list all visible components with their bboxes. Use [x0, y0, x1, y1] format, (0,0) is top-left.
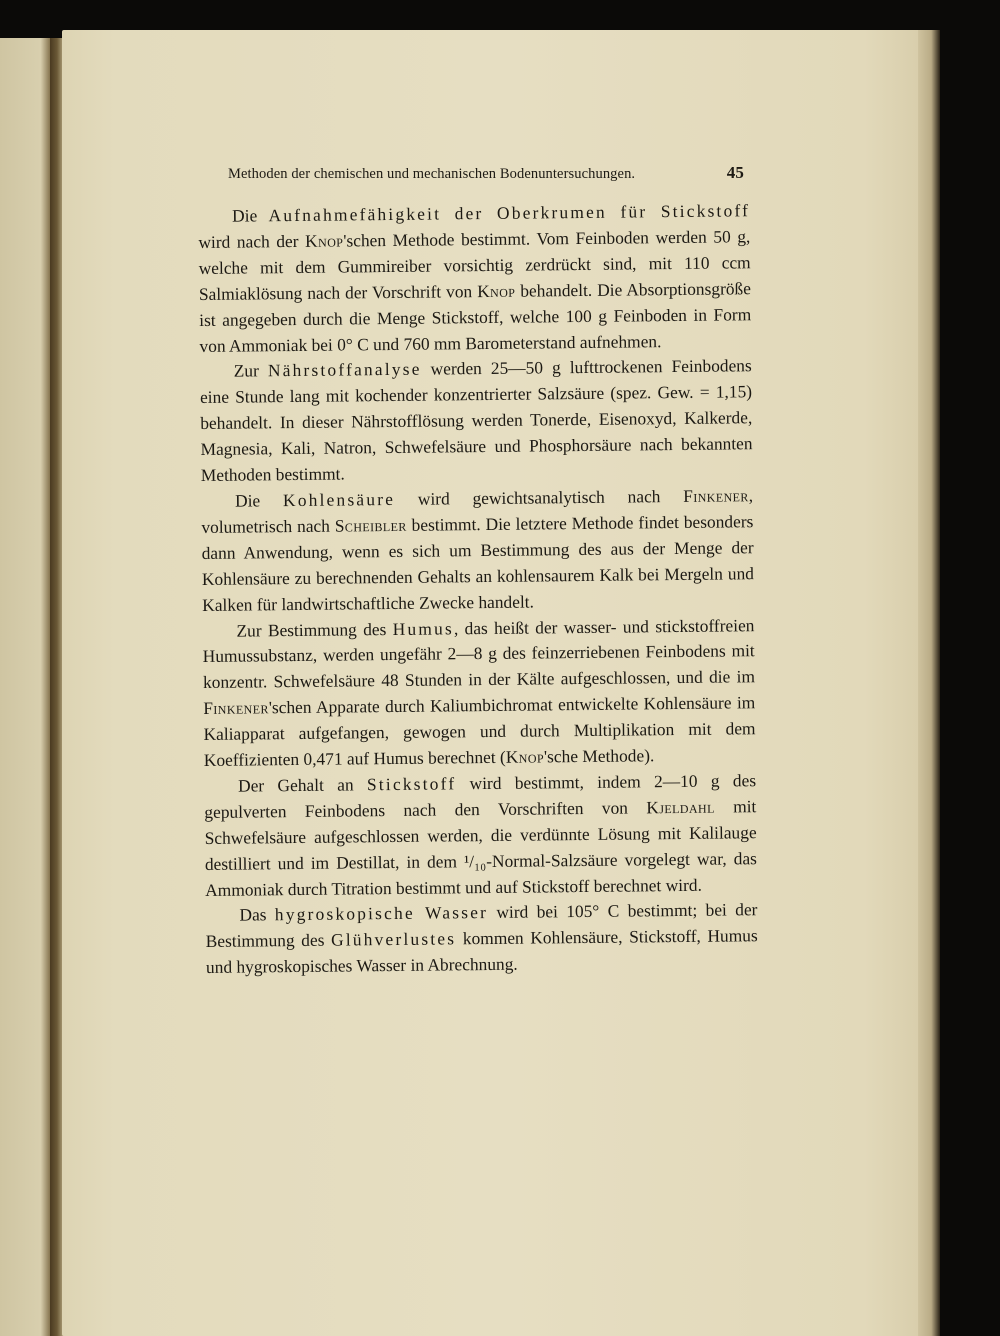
running-title: Methoden der chemischen und mechanischen Bodenuntersuchungen.	[228, 166, 636, 182]
body-text	[198, 198, 758, 981]
paragraph-nitrogen-content: Der Gehalt an Stickstoff wird bestimmt, indem 2—10 g des gepulverten Feinbodens nach den Vorschriften von Kjeldahl mit Schwefelsäure aufgeschlossen werden, die verdünnte Lösung mit Kalilauge destilliert und im Destillat, in dem ¹/₁₀-Normal-Salzsäure vorgelegt war, das Ammoniak durch Titration bestimmt und auf Stickstoff berechnet wird.	[204, 770, 757, 900]
emphasized-term: Aufnahmefähigkeit der Oberkrumen für Stickstoff	[268, 200, 751, 226]
page-stack-edge	[918, 30, 940, 1336]
emphasized-term: Kohlensäure	[282, 488, 396, 511]
running-header	[228, 163, 744, 183]
emphasized-term: Stickstoff	[366, 773, 457, 795]
author-name: Knop	[305, 230, 344, 251]
author-name: Knop	[505, 746, 545, 767]
emphasized-term: Glühverlustes	[330, 928, 457, 951]
paragraph-nitrogen-absorption: Die Aufnahmefähigkeit der Oberkrumen für Stickstoff wird nach der Knop'schen Methode bestimmt. Vom Feinboden werden 50 g, welche mit dem Gummireiber vorsichtig zerdrückt sind, mit 110 ccm Salmiaklösung nach der Vorschrift von Knop behandelt. Die Absorptionsgröße ist angegeben durch die Menge Stickstoff, welche 100 g Feinboden in Form von Ammoniak bei 0° C und 760 mm Barometerstand aufnehmen.	[198, 200, 752, 356]
paragraph-hygroscopic-water: Das hygroskopische Wasser wird bei 105° C bestimmt; bei der Bestimmung des Glühverlustes kommen Kohlensäure, Stickstoff, Humus und hygroskopisches Wasser in Abrechnung.	[205, 899, 758, 978]
author-name: Finkener	[203, 697, 269, 719]
paragraph-humus: Zur Bestimmung des Humus, das heißt der wasser- und stickstoffreien Humussubstanz, werden ungefähr 2—8 g des feinzerriebenen Feinbodens mit konzentr. Schwefelsäure 48 Stunden in der Kälte aufgeschlossen, und die im Finkener'schen Apparate durch Kaliumbichromat entwickelte Kohlensäure im Kaliapparat aufgefangen, gewogen und durch Multiplikation mit dem Koeffizienten 0,471 auf Humus berechnet (Knop'sche Methode).	[202, 614, 756, 771]
paragraph-carbonic-acid: Die Kohlensäure wird gewichtsanalytisch nach Finkener, volumetrisch nach Scheibler bestimmt. Die letztere Methode findet besonders dann Anwendung, wenn es sich um Bestimmung des aus der Menge der Kohlensäure zu berechnenden Gehalts an kohlensaurem Kalk bei Mergeln und Kalken für landwirtschaftliche Zwecke handelt.	[201, 485, 754, 615]
author-name: Finkener	[683, 485, 749, 506]
paragraph-nutrient-analysis: Zur Nährstoffanalyse werden 25—50 g lufttrockenen Feinbodens eine Stunde lang mit kochender konzentrierter Salzsäure (spez. Gew. = 1,15) behandelt. In dieser Nährstofflösung werden Tonerde, Eisenoxyd, Kalkerde, Magnesia, Kali, Natron, Schwefelsäure und Phosphorsäure nach bekannten Methoden bestimmt.	[199, 355, 753, 486]
emphasized-term: Nährstoffanalyse	[267, 359, 422, 381]
author-name: Scheibler	[334, 514, 407, 536]
author-name: Knop	[477, 280, 516, 301]
emphasized-term: hygroskopische Wasser	[274, 902, 489, 925]
page-number: 45	[726, 163, 744, 182]
emphasized-term: Humus	[392, 617, 454, 639]
author-name: Kjeldahl	[646, 796, 715, 818]
